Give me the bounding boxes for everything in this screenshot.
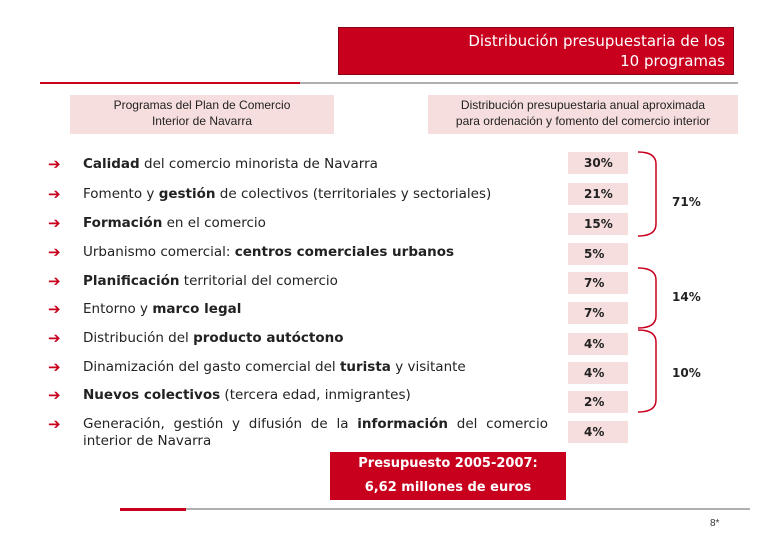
program-percentage: 4% bbox=[568, 362, 628, 384]
arrow-right-icon: ➔ bbox=[48, 329, 61, 347]
program-label-text: Dinamización del gasto comercial del bbox=[83, 359, 340, 375]
program-label-text: Generación, gestión y difusión de la bbox=[83, 416, 358, 432]
program-label-text: del comercio minorista de Navarra bbox=[139, 156, 378, 172]
program-label-keyword: marco legal bbox=[152, 301, 242, 317]
footer-line-accent bbox=[120, 508, 186, 511]
program-percentage: 15% bbox=[568, 213, 628, 235]
program-label-keyword: Planificación bbox=[83, 273, 180, 289]
program-label-keyword: producto autóctono bbox=[193, 330, 344, 346]
arrow-right-icon: ➔ bbox=[48, 272, 61, 290]
distribution-header-line1: Distribución presupuestaria anual aproximada bbox=[460, 98, 706, 112]
program-label-keyword: gestión bbox=[158, 186, 216, 202]
program-label-keyword: turista bbox=[339, 359, 391, 375]
footer-line bbox=[120, 508, 750, 510]
program-percentage: 4% bbox=[568, 333, 628, 355]
program-percentage: 4% bbox=[568, 421, 628, 443]
group-total-1: 71% bbox=[672, 195, 701, 209]
budget-line1: Presupuesto 2005-2007: bbox=[358, 456, 538, 471]
arrow-right-icon: ➔ bbox=[48, 155, 61, 173]
arrow-right-icon: ➔ bbox=[48, 358, 61, 376]
program-label-text: en el comercio bbox=[162, 215, 266, 231]
program-label-text: Distribución del bbox=[83, 330, 194, 346]
program-percentage: 5% bbox=[568, 243, 628, 265]
budget-box bbox=[330, 452, 566, 500]
programs-header-line2: Interior de Navarra bbox=[151, 114, 253, 128]
arrow-right-icon: ➔ bbox=[48, 185, 61, 203]
program-label-text: Entorno y bbox=[83, 301, 153, 317]
program-percentage: 7% bbox=[568, 302, 628, 324]
program-label-keyword: centros comerciales urbanos bbox=[234, 244, 455, 260]
arrow-right-icon: ➔ bbox=[48, 415, 61, 433]
programs-header-line1: Programas del Plan de Comercio bbox=[113, 98, 291, 112]
program-label-text: y visitante bbox=[390, 359, 466, 375]
group-total-3: 10% bbox=[672, 366, 701, 380]
program-label-text: (tercera edad, inmigrantes) bbox=[220, 387, 411, 403]
program-percentage: 21% bbox=[568, 183, 628, 205]
program-label-text: territorial del comercio bbox=[179, 273, 338, 289]
program-label-keyword: Calidad bbox=[83, 156, 140, 172]
program-percentage: 7% bbox=[568, 272, 628, 294]
distribution-header-line2: para ordenación y fomento del comercio interior bbox=[455, 114, 711, 128]
budget-line2: 6,62 millones de euros bbox=[364, 480, 532, 495]
slide-title-line1: Distribución presupuestaria de los bbox=[468, 32, 725, 50]
program-label-keyword: Nuevos colectivos bbox=[83, 387, 221, 403]
arrow-right-icon: ➔ bbox=[48, 386, 61, 404]
arrow-right-icon: ➔ bbox=[48, 214, 61, 232]
program-label-keyword: Formación bbox=[83, 215, 163, 231]
program-label-text: de colectivos (territoriales y sectoriales) bbox=[215, 186, 492, 202]
program-label-text: Fomento y bbox=[83, 186, 159, 202]
program-label-keyword: información bbox=[357, 416, 448, 432]
program-label-text: del comercio interior de Navarra bbox=[83, 416, 548, 449]
bracket-group-3 bbox=[638, 330, 656, 412]
arrow-right-icon: ➔ bbox=[48, 300, 61, 318]
slide-title-line2: 10 programas bbox=[620, 52, 725, 70]
arrow-right-icon: ➔ bbox=[48, 243, 61, 261]
program-percentage: 30% bbox=[568, 152, 628, 174]
group-total-2: 14% bbox=[672, 290, 701, 304]
program-percentage: 2% bbox=[568, 391, 628, 413]
program-label-text: Urbanismo comercial: bbox=[83, 244, 235, 260]
bracket-group-2 bbox=[638, 268, 656, 328]
bracket-group-1 bbox=[638, 152, 656, 236]
page-number: 8* bbox=[710, 518, 720, 529]
